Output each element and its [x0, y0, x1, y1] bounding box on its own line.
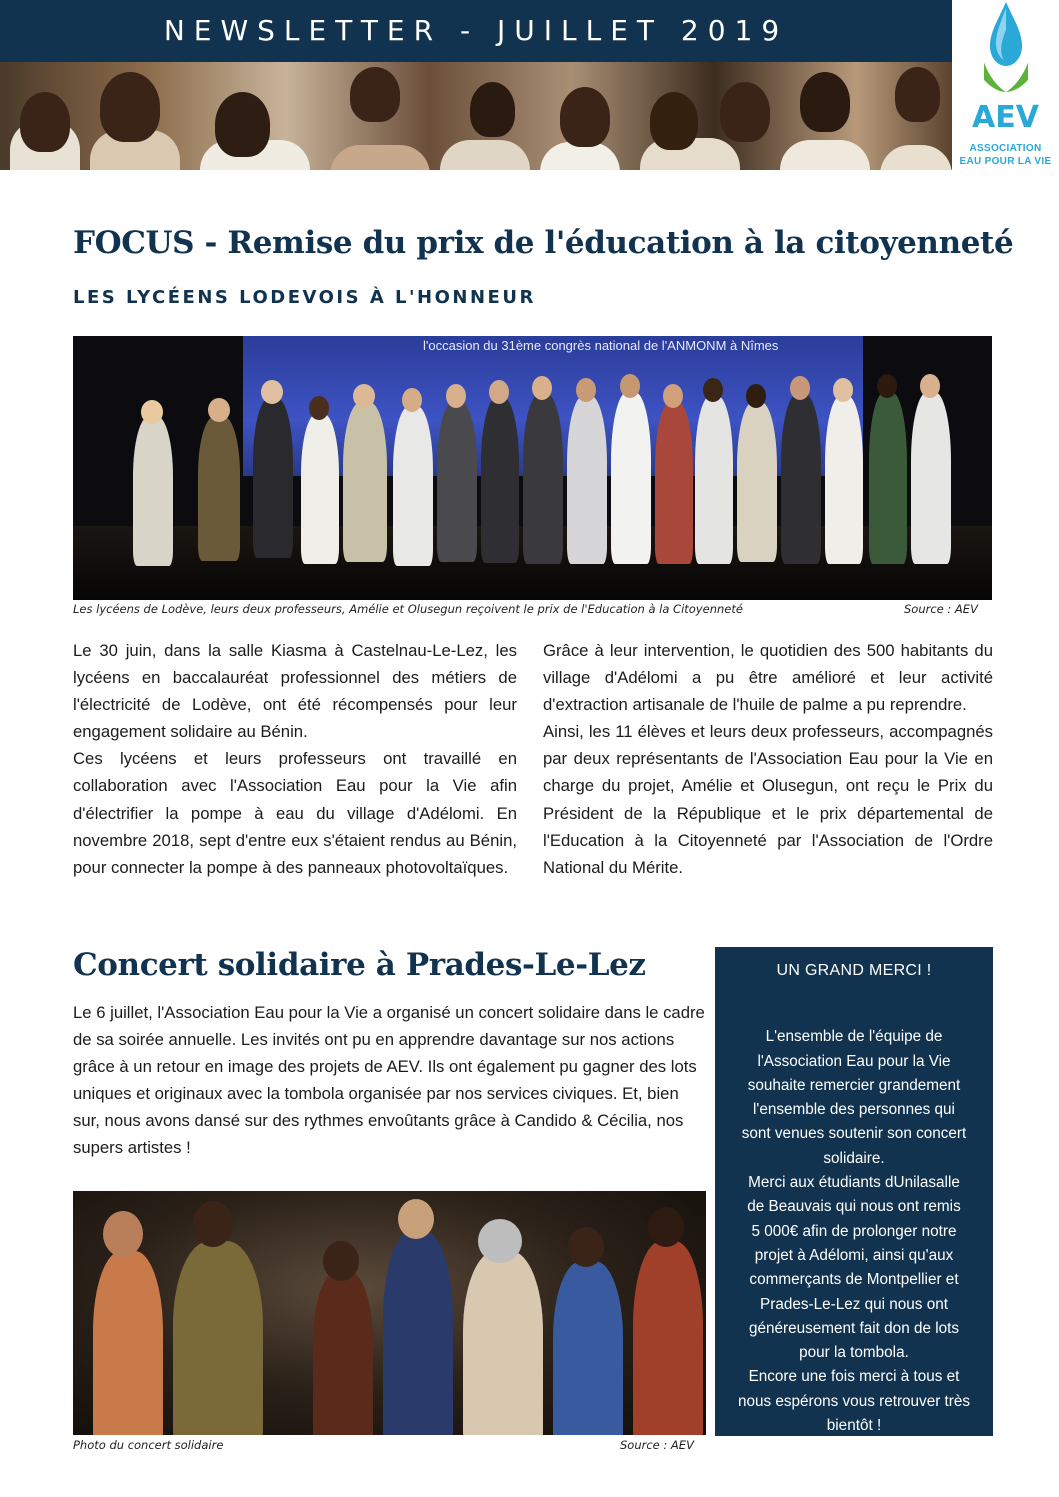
thank-you-line: l'Association Eau pour la Vie	[757, 1052, 951, 1070]
thank-you-line: pour la tombola.	[799, 1344, 909, 1362]
logo-subtitle	[952, 142, 1059, 168]
focus-column-left	[73, 637, 517, 881]
focus-paragraph: Le 30 juin, dans la salle Kiasma à Castelnau-Le-Lez, les lycéens en baccalauréat professionnel des métiers de l'électricité de Lodève, ont été récompensés pour leur engagement solidaire au Bénin.	[73, 641, 517, 742]
thank-you-line: nous espérons vous retrouver très	[737, 1392, 971, 1410]
concert-photo-caption: Photo du concert solidaire	[73, 1438, 224, 1452]
water-drop-hands-icon	[984, 0, 1028, 100]
thank-you-line: souhaite remercier grandement	[747, 1076, 961, 1094]
award-photo-source: Source : AEV	[904, 602, 978, 616]
thank-you-line: projet à Adélomi, ainsi qu'aux	[754, 1246, 954, 1264]
award-ceremony-photo	[73, 336, 992, 600]
logo-subtitle-line-2: EAU POUR LA VIE	[959, 156, 1052, 167]
header-photo-children	[0, 62, 952, 170]
thank-you-line: Merci aux étudiants dUnilasalle	[748, 1174, 960, 1192]
aev-logo	[952, 0, 1059, 170]
thank-you-line: sont venues soutenir son concert	[741, 1125, 967, 1143]
focus-paragraph: Grâce à leur intervention, le quotidien des 500 habitants du village d'Adélomi a pu être amélioré et leur activité d'extraction artisanale de l'huile de palme a pu reprendre.	[543, 641, 993, 715]
focus-heading: FOCUS - Remise du prix de l'éducation à la citoyenneté	[73, 225, 1014, 261]
focus-column-right	[543, 637, 993, 881]
logo-wordmark: AEV	[972, 100, 1039, 135]
thank-you-line: Encore une fois merci à tous et	[748, 1368, 960, 1386]
focus-paragraph: Ainsi, les 11 élèves et leurs deux professeurs, accompagnés par deux représentants de l'Association Eau pour la Vie en charge du projet, Amélie et Olusegun, ont reçu le Prix du Président de la République et le prix départemental de l'Education à la Citoyenneté par l'Association de l'Ordre National du Mérite.	[543, 722, 993, 877]
thank-you-line: commerçants de Montpellier et	[749, 1271, 959, 1289]
thank-you-line: bientôt !	[826, 1417, 882, 1435]
concert-photo	[73, 1191, 706, 1435]
newsletter-title: NEWSLETTER - JUILLET 2019	[163, 14, 789, 47]
award-photo-caption: Les lycéens de Lodève, leurs deux professeurs, Amélie et Olusegun reçoivent le prix de l'Education à la Citoyenneté	[73, 602, 743, 616]
thank-you-line: 5 000€ afin de prolonger notre	[751, 1222, 957, 1240]
thank-you-line: généreusement fait don de lots	[748, 1319, 960, 1337]
focus-subheading: LES LYCÉENS LODEVOIS À L'HONNEUR	[73, 287, 536, 308]
thank-you-title: UN GRAND MERCI !	[776, 962, 932, 979]
focus-paragraph: Ces lycéens et leurs professeurs ont travaillé en collaboration avec l'Association Eau pour la Vie afin d'électrifier la pompe à eau du village d'Adélomi. En novembre 2018, sept d'entre eux s'étaient rendus au Bénin, pour connecter la pompe à des panneaux photovoltaïques.	[73, 749, 517, 877]
thank-you-line: Prades-Le-Lez qui nous ont	[760, 1295, 948, 1313]
logo-subtitle-line-1: ASSOCIATION	[969, 143, 1042, 154]
thank-you-line: L'ensemble de l'équipe de	[765, 1028, 943, 1046]
concert-body: Le 6 juillet, l'Association Eau pour la Vie a organisé un concert solidaire dans le cadre de sa soirée annuelle. Les invités ont pu en apprendre davantage sur nos actions grâce à un retour en image des projets de AEV. Ils ont également pu gagner des lots uniques et originaux avec la tombola organisée par nos services civiques. Et, bien sur, nous avons dansé sur des rythmes envoûtants grâce à Candido & Cécilia, nos supers artistes !	[73, 1003, 705, 1158]
thank-you-line: l'ensemble des personnes qui	[753, 1101, 955, 1119]
thank-you-box	[715, 947, 993, 1436]
thank-you-line: solidaire.	[823, 1149, 885, 1167]
concert-heading: Concert solidaire à Prades-Le-Lez	[73, 947, 646, 983]
concert-photo-source: Source : AEV	[620, 1438, 694, 1452]
thank-you-line: de Beauvais qui nous ont remis	[747, 1198, 961, 1216]
projection-screen-text: l'occasion du 31ème congrès national de l'ANMONM à Nîmes	[423, 338, 779, 353]
